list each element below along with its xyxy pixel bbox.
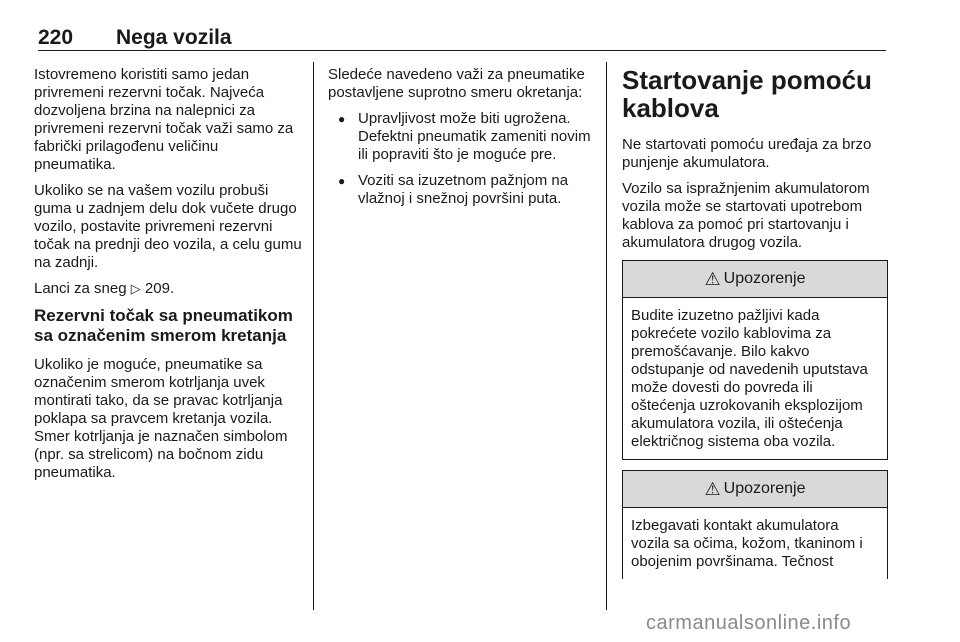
warning-title: Upozorenje xyxy=(723,270,806,287)
warning-box xyxy=(622,470,888,579)
warning-text: Izbegavati kontakt akumulatora vozila sa očima, kožom, tkaninom i obojenim površinama. Tečnost xyxy=(631,517,863,570)
paragraph: Istovremeno koristiti samo jedan privremeni rezervni točak. Najveća dozvoljena brzina na nalepnici za privremeni rezervni točak važi samo za fabrički prilagođenu veličinu pneumatika. xyxy=(34,66,294,173)
cross-reference[interactable] xyxy=(34,280,302,298)
column-middle xyxy=(328,66,596,216)
page-header xyxy=(38,26,886,51)
column-left xyxy=(34,66,302,490)
page-number: 220 xyxy=(38,26,74,49)
paragraph: Ukoliko se na vašem vozilu probuši guma u zadnjem delu dok vučete drugo vozilo, postavite privremeni rezervni točak na prednji deo vozila, a celu gumu na zadnji. xyxy=(34,182,302,271)
warning-title: Upozorenje xyxy=(723,480,806,497)
paragraph: Ne startovati pomoću uređaja za brzo punjenje akumulatora. xyxy=(622,136,872,171)
paragraph: Vozilo sa ispražnjenim akumulatorom vozila može se startovati upotrebom kablova za pomoć pri startovanju i akumulatora drugog vozila. xyxy=(622,180,870,251)
list-item: ● Upravljivost može biti ugrožena. Defektni pneumatik zameniti novim ili popraviti što je moguće pre. xyxy=(328,110,596,164)
warning-box xyxy=(622,260,888,460)
warning-header xyxy=(623,261,887,298)
watermark: carmanualsonline.info xyxy=(646,612,852,634)
column-divider xyxy=(606,62,607,610)
reference-page: 209. xyxy=(144,280,175,297)
warning-header xyxy=(623,471,887,508)
page-reference-icon: ▷ xyxy=(130,281,141,296)
section-title: Startovanje pomoću kablova xyxy=(622,65,872,123)
list-item: ● Voziti sa izuzetnom pažnjom na vlažnoj i snežnoj površini puta. xyxy=(328,172,596,208)
warning-icon: ⚠ xyxy=(704,269,721,289)
warning-text: Budite izuzetno pažljivi kada pokrećete vozilo kablovima za premošćavanje. Bilo kakvo odstupanje od navedenih uputstava može dovesti do povreda ili oštećenja uzrokovanih eksplozijom akumulatora vozila, ili oštećenja električnog sistema oba vozila. xyxy=(631,307,868,450)
column-right xyxy=(622,66,888,589)
warning-icon: ⚠ xyxy=(704,479,721,499)
bullet-list xyxy=(328,110,596,208)
section-heading: Rezervni točak sa pneumatikom sa označenim smerom kretanja xyxy=(34,306,293,345)
reference-text: Lanci za sneg xyxy=(34,280,127,297)
page-title: Nega vozila xyxy=(116,26,232,49)
column-divider xyxy=(313,62,314,610)
paragraph: Sledeće navedeno važi za pneumatike postavljene suprotno smeru okretanja: xyxy=(328,66,585,101)
paragraph: Ukoliko je moguće, pneumatike sa označenim smerom kotrljanja uvek montirati tako, da se pravac kotrljanja poklapa sa pravcem kretanja vozila. Smer kotrljanja je naznačen simbolom (npr. sa strelicom) na bočnom zidu pneumatika. xyxy=(34,356,288,481)
